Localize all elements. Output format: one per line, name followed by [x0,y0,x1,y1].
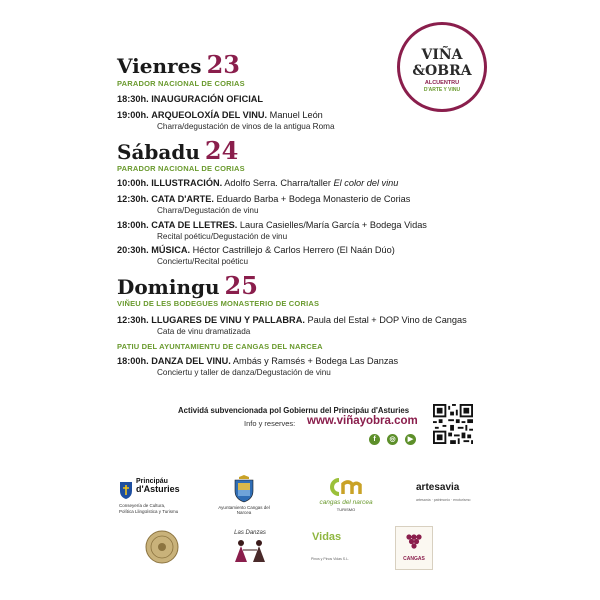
event-description: Charra/degustación de vinos de la antigua Roma [157,122,335,131]
event-workshop-title: El color del vinu [333,178,399,188]
asturias-shield-icon [119,480,133,500]
day-heading-saturday [117,136,238,165]
event-item [117,94,263,105]
sponsor-dop-cangas [395,526,433,570]
vidas-sub: Pinos y Pinos Vidas S.L. [310,557,350,561]
event-title: CATA DE LLETRES. [151,220,238,230]
logo-line4: D'ARTE Y VINU [423,87,461,93]
event-guests: Paula del Estal + DOP Vino de Cangas [307,315,467,325]
cangas-turismo-logo-icon [327,477,363,497]
website-link[interactable]: www.viñayobra.com [307,415,418,427]
event-guests: Manuel León [269,110,323,120]
venue-label: PATIU DEL AYUNTAMIENTU DE CANGAS DEL NARCEA [117,342,323,351]
event-time: 18:00h. [117,220,149,230]
dop-label: CANGAS [403,556,425,562]
cangas-turismo-label: cangas del narcea [319,499,373,506]
event-title: MÚSICA. [151,245,191,255]
logo-line3: ALCUENTRU [424,80,460,86]
monasterio-seal-icon [145,530,179,564]
day-number: 23 [206,50,240,79]
event-guests: Ambás y Ramsés + Bodega Las Danzas [232,356,399,366]
event-time: 18:30h. [117,94,149,104]
event-item [117,315,467,337]
event-guests: Héctor Castrillejo & Carlos Herrero (El Naán Dúo) [192,245,395,255]
dancers-illustration-icon [229,538,271,564]
event-item [117,356,398,378]
event-time: 12:30h. [117,315,149,325]
event-time: 19:00h. [117,110,149,120]
day-number: 24 [204,136,239,165]
ayuntamiento-label: Ayuntamiento Cangas del Narcea [218,505,270,515]
event-time: 10:00h. [117,178,149,188]
vina-obra-logo [397,22,487,112]
day-name: Domingu [117,275,220,299]
facebook-icon[interactable]: f [369,434,380,445]
event-type: Charra/taller [280,178,331,188]
info-label: Info y reserves: [244,419,296,428]
event-time: 18:00h. [117,356,149,366]
event-title: ARQUEOLOXÍA DEL VINU. [151,110,268,120]
event-item [117,110,335,132]
day-heading-friday [117,50,240,79]
event-guests: Laura Casielles/María García + Bodega Vidas [239,220,427,230]
event-description: Charra/Degustación de vinu [157,206,259,215]
event-description: Cata de vinu dramatizada [157,327,251,336]
event-time: 12:30h. [117,194,149,204]
event-title: DANZA DEL VINU. [151,356,231,366]
asturias-name2: d'Asturies [136,484,180,494]
venue-label: PARADOR NACIONAL DE CORIAS [117,164,245,173]
day-number: 25 [224,271,258,300]
event-item [117,245,395,267]
cangas-turismo-sub: TURISMO [336,507,356,512]
grapes-icon [403,531,425,553]
instagram-icon[interactable]: ◎ [387,434,398,445]
artesavia-label: artesavia [416,482,460,493]
venue-label: VIÑEU DE LES BODEGUES MONASTERIO DE CORIAS [117,299,320,308]
logo-line1: VIÑA [421,47,463,63]
event-title: LLUGARES DE VINU Y PALLABRA. [151,315,305,325]
subsidy-note: Actividá subvencionada pol Gobiernu del Principáu d'Asturies [178,406,410,415]
day-heading-sunday [117,271,258,300]
event-guests: Eduardo Barba + Bodega Monasterio de Corias [216,194,411,204]
day-name: Sábadu [117,140,200,164]
event-description: Conciertu/Recital poéticu [157,257,249,266]
event-title: CATA D'ARTE. [151,194,214,204]
venue-label: PARADOR NACIONAL DE CORIAS [117,79,245,88]
logo-line2: &OBRA [412,63,472,79]
municipal-shield-icon [233,475,255,503]
asturias-name1: Principáu [136,478,168,485]
event-title: ILLUSTRACIÓN. [151,178,223,188]
las-danzas-label: Las Danzas [234,530,266,536]
event-item [117,220,427,242]
event-item [117,194,410,216]
youtube-icon[interactable]: ▶ [405,434,416,445]
event-description: Recital poéticu/Degustación de vinu [157,232,288,241]
qr-code-icon[interactable] [433,404,473,444]
day-name: Vienres [117,54,202,78]
event-item [117,178,398,189]
event-time: 20:30h. [117,245,149,255]
artesavia-sub: artesanía · patrimonio · enoturismo [416,498,471,502]
asturias-department: Conseyería de Cultura, Política Llingüística y Turismu [119,503,179,514]
event-description: Conciertu y taller de danza/Degustación de vinu [157,368,331,377]
event-guests: Adolfo Serra. [224,178,278,188]
vidas-label: Vidas [312,531,342,543]
event-title: INAUGURACIÓN OFICIAL [151,94,264,104]
